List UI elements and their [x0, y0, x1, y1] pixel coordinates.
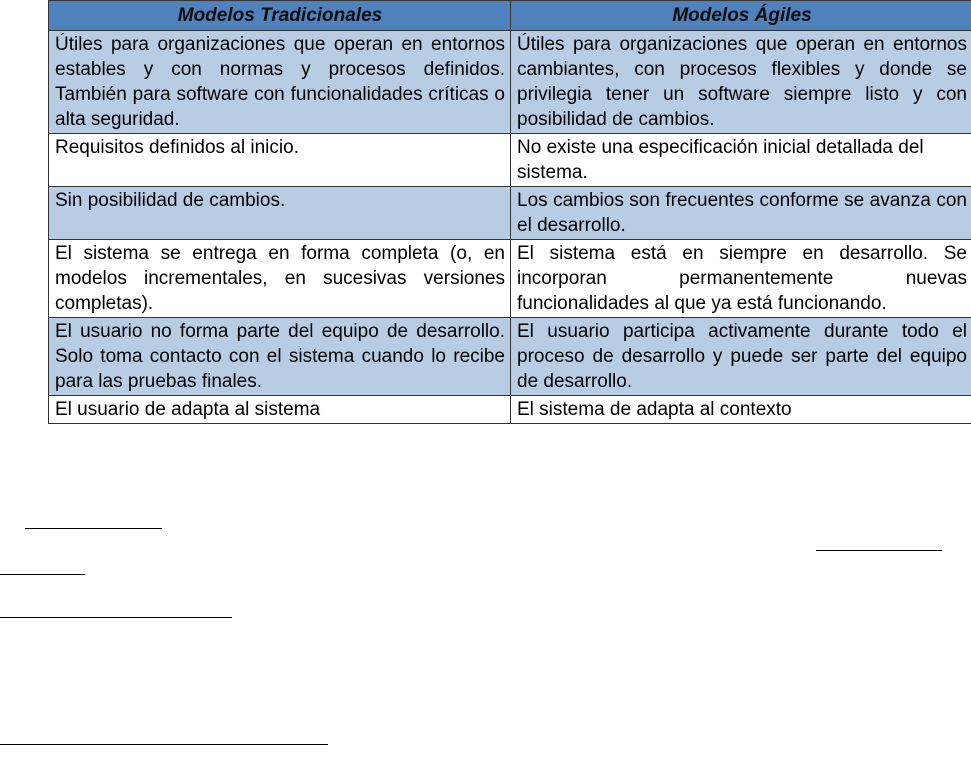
table-row: [49, 240, 971, 318]
underline-rule: [816, 550, 942, 551]
cell-agile: Los cambios son frecuentes conforme se avanza con el desarrollo.: [511, 187, 971, 240]
cell-traditional: El sistema se entrega en forma completa (o, en modelos incrementales, en sucesivas versiones completas).: [49, 240, 511, 318]
cell-traditional: Sin posibilidad de cambios.: [49, 187, 511, 240]
underline-rule: [0, 744, 328, 745]
cell-traditional: El usuario de adapta al sistema: [49, 396, 511, 424]
cell-agile: El sistema está en siempre en desarrollo. Se incorporan permanentemente nuevas funcionalidades al que ya está funcionando.: [511, 240, 971, 318]
cell-traditional: Requisitos definidos al inicio.: [49, 134, 511, 187]
table-row: [49, 187, 971, 240]
underline-rule: [0, 617, 232, 618]
header-agile-models: Modelos Ágiles: [511, 1, 971, 31]
comparison-table: [48, 0, 971, 424]
underline-rule: [0, 574, 85, 575]
cell-agile: No existe una especificación inicial detallada del sistema.: [511, 134, 971, 187]
table-header-row: [49, 1, 971, 31]
table-row: [49, 396, 971, 424]
header-traditional-models: Modelos Tradicionales: [49, 1, 511, 31]
cell-agile: El usuario participa activamente durante todo el proceso de desarrollo y puede ser parte del equipo de desarrollo.: [511, 318, 971, 396]
cell-agile: Útiles para organizaciones que operan en entornos cambiantes, con procesos flexibles y donde se privilegia tener un software siempre listo y con posibilidad de cambios.: [511, 31, 971, 134]
cell-agile: El sistema de adapta al contexto: [511, 396, 971, 424]
table-row: [49, 318, 971, 396]
cell-traditional: El usuario no forma parte del equipo de desarrollo. Solo toma contacto con el sistema cuando lo recibe para las pruebas finales.: [49, 318, 511, 396]
underline-rule: [25, 528, 162, 529]
table-row: [49, 134, 971, 187]
cell-traditional: Útiles para organizaciones que operan en entornos estables y con normas y procesos definidos. También para software con funcionalidades críticas o alta seguridad.: [49, 31, 511, 134]
table-row: [49, 31, 971, 134]
